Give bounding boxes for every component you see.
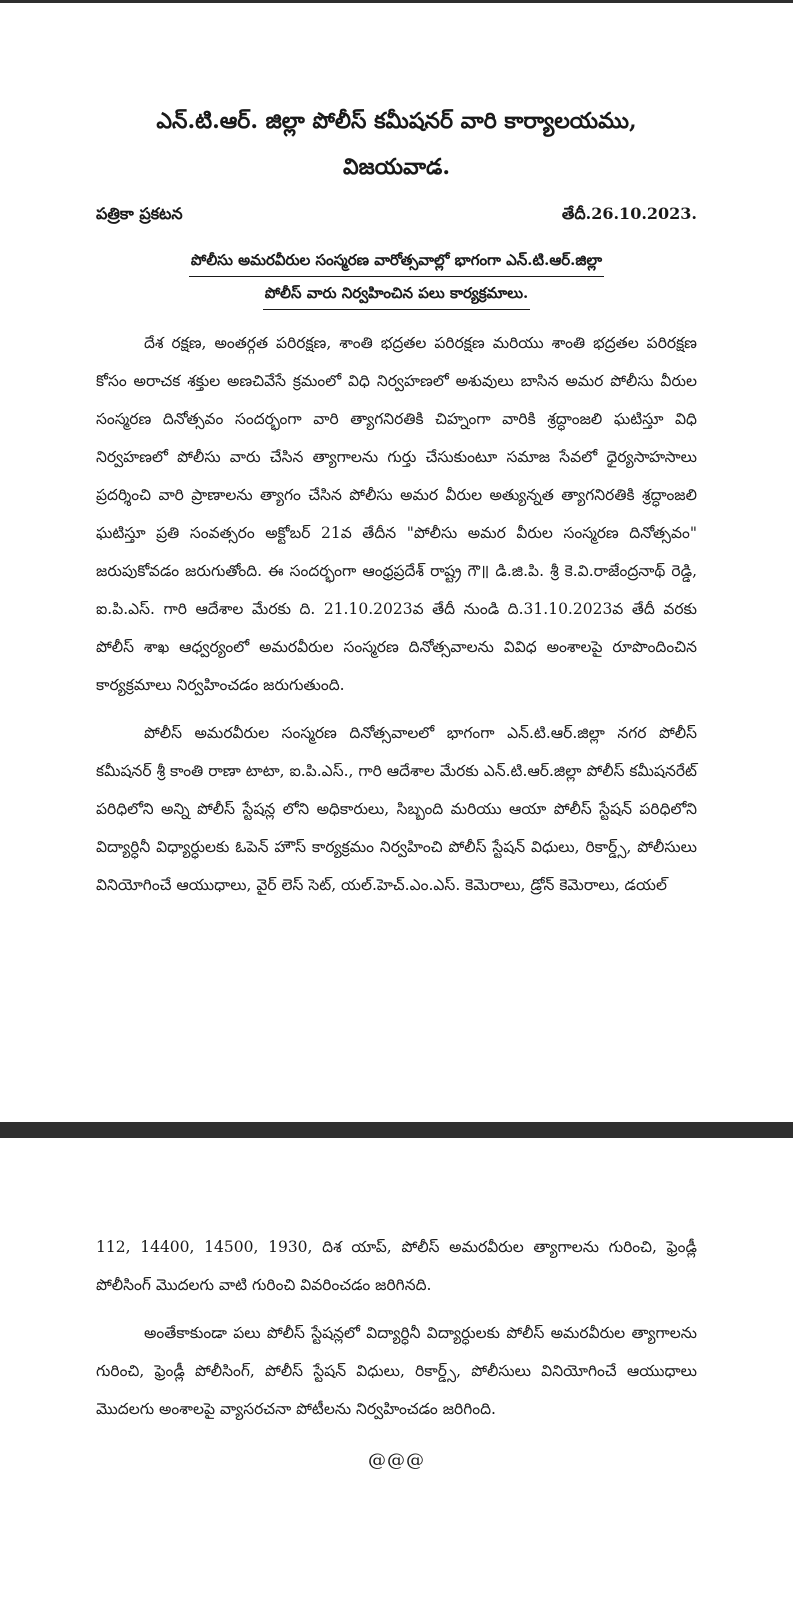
end-mark: @@@	[368, 1450, 425, 1471]
body-paragraph-2-continued: 112, 14400, 14500, 1930, దిశ యాప్, పోలీస్ అమరవీరుల త్యాగాలను గురించి, ఫ్రెండ్లీ పోలీసింగ్ మొదలగు వాటి గురించి వివరించడం జరిగినది.	[96, 1238, 697, 1294]
document-page-1	[96, 98, 697, 904]
page-separator	[0, 1122, 793, 1138]
release-date: తేదీ.26.10.2023.	[561, 204, 697, 223]
subject-line-1: పోలీసు అమరవీరుల సంస్మరణ వారోత్సవాల్లో భాగంగా ఎన్.టి.ఆర్.జిల్లా	[189, 244, 604, 277]
office-title-line-1: ఎన్.టి.ఆర్. జిల్లా పోలీస్ కమీషనర్ వారి కార్యాలయము,	[156, 108, 637, 134]
body-paragraph-3: అంతేకాకుండా పలు పోలీస్ స్టేషన్లలో విద్యార్ధినీ విద్యార్ధులకు పోలీస్ అమరవీరుల త్యాగాలను గురించి, ఫ్రెండ్లీ పోలీసింగ్, పోలీస్ స్టేషన్ విధులు, రికార్డ్స్, పోలీసులు వినియోగించే ఆయుధాలు మొదలగు అంశాలపై వ్యాసరచనా పోటీలను నిర్వహించడం జరిగింది.	[96, 1324, 697, 1418]
office-title-line-2: విజయవాడ.	[342, 154, 450, 180]
top-border	[0, 0, 793, 3]
body-paragraph-2: పోలీస్ అమరవీరుల సంస్మరణ దినోత్సవాలలో భాగంగా ఎన్.టి.ఆర్.జిల్లా నగర పోలీస్ కమీషనర్ శ్రీ కాంతి రాణా టాటా, ఐ.పి.ఎస్., గారి ఆదేశాల మేరకు ఎన్.టి.ఆర్.జిల్లా పోలీస్ కమీషనరేట్ పరిధిలోని అన్ని పోలీస్ స్టేషన్ల లోని అధికారులు, సిబ్బంది మరియు ఆయా పోలీస్ స్టేషన్ పరిధిలోని విద్యార్ధినీ విధ్యార్ధులకు ఓపెన్ హౌస్ కార్యక్రమం నిర్వహించి పోలీస్ స్టేషన్ విధులు, రికార్డ్స్, పోలీసులు వినియోగించే ఆయుధాలు, వైర్ లెస్ సెట్, యల్.హెచ్.ఎం.ఎస్. కెమెరాలు, డ్రోన్ కెమెరాలు, డయల్	[96, 724, 697, 894]
press-release-row	[96, 202, 697, 226]
body-paragraph-1: దేశ రక్షణ, అంతర్గత పరిరక్షణ, శాంతి భద్రతల పరిరక్షణ మరియు శాంతి భద్రతల పరిరక్షణ కోసం అరాచక శక్తుల అణచివేసే క్రమంలో విధి నిర్వహణలో అశువులు బాసిన అమర పోలీసు వీరుల సంస్మరణ దినోత్సవం సందర్భంగా వారి త్యాగనిరతికి చిహ్నంగా వారికి శ్రద్ధాంజలి ఘటిస్తూ విధి నిర్వహణలో పోలీసు వారు చేసిన త్యాగాలను గుర్తు చేసుకుంటూ సమాజ సేవలో ధైర్యసాహసాలు ప్రదర్శించి వారి ప్రాణాలను త్యాగం చేసిన పోలీసు అమర వీరుల అత్యున్నత త్యాగనిరతికి శ్రద్ధాంజలి ఘటిస్తూ ప్రతి సంవత్సరం అక్టోబర్ 21వ తేదీన "పోలీసు అమర వీరుల సంస్మరణ దినోత్సవం" జరుపుకోవడం జరుగుతోంది. ఈ సందర్భంగా ఆంధ్రప్రదేశ్ రాష్ట్ర గౌ॥ డి.జి.పి. శ్రీ కె.వి.రాజేంద్రనాథ్ రెడ్డి, ఐ.పి.ఎస్. గారి ఆదేశాల మేరకు ది. 21.10.2023వ తేదీ నుండి ది.31.10.2023వ తేదీ వరకు పోలీస్ శాఖ ఆధ్వర్యంలో అమరవీరుల సంస్మరణ దినోత్సవాలను వివిధ అంశాలపై రూపొందించిన కార్యక్రమాలు నిర్వహించడం జరుగుతుంది.	[96, 334, 697, 694]
document-page-2	[96, 1228, 697, 1471]
press-release-label: పత్రికా ప్రకటన	[96, 204, 183, 223]
subject-line-2: పోలీస్ వారు నిర్వహించిన పలు కార్యక్రమాలు.	[263, 277, 531, 310]
subject-heading	[96, 244, 697, 310]
